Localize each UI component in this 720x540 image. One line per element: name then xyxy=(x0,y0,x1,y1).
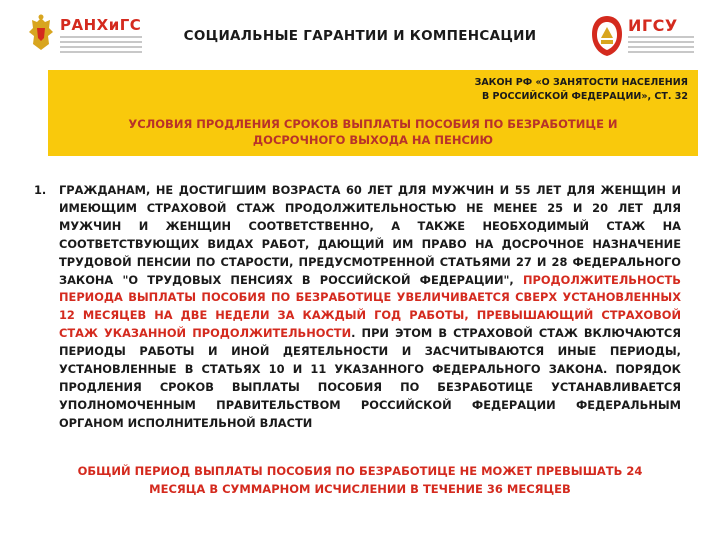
yellow-banner xyxy=(48,70,698,156)
list-item-text-part-2: . ПРИ ЭТОМ В СТРАХОВОЙ СТАЖ ВКЛЮЧАЮТСЯ ПЕРИОДЫ РАБОТЫ И ИНОЙ ДЕЯТЕЛЬНОСТИ И ЗАСЧИТЫВАЮТСЯ ИНЫЕ ПЕРИОДЫ, УСТАНОВЛЕННЫЕ В СТАТЬЯХ 10 И 11 УКАЗАННОГО ФЕДЕРАЛЬНОГО ЗАКОНА. ПОРЯДОК ПРОДЛЕНИЯ СРОКОВ ВЫПЛАТЫ ПОСОБИЯ ПО БЕЗРАБОТИЦЕ УСТАНАВЛИВАЕТСЯ УПОЛНОМОЧЕННЫМ ПРАВИТЕЛЬСТВОМ РОССИЙСКОЙ ФЕДЕРАЦИИ ФЕДЕРАЛЬНЫМ ОРГАНОМ ИСПОЛНИТЕЛЬНОЙ ВЛАСТИ xyxy=(59,326,681,430)
double-eagle-emblem-icon xyxy=(28,14,54,54)
summary-note xyxy=(30,462,690,498)
igsu-logo-subtitle-lines xyxy=(628,36,694,56)
law-reference-line-2: В РОССИЙСКОЙ ФЕДЕРАЦИИ», СТ. 32 xyxy=(481,91,688,102)
igsu-logo xyxy=(590,14,700,62)
conditions-heading-line-1: УСЛОВИЯ ПРОДЛЕНИЯ СРОКОВ ВЫПЛАТЫ ПОСОБИЯ ПО БЕЗРАБОТИЦЕ И xyxy=(128,117,618,131)
ranepa-logo-subtitle-lines xyxy=(60,36,142,56)
list-item-highlight: ПРОДОЛЖИТЕЛЬНОСТЬ ПЕРИОДА ВЫПЛАТЫ ПОСОБИЯ ПО БЕЗРАБОТИЦЕ УВЕЛИЧИВАЕТСЯ СВЕРХ УСТАНОВЛЕННЫХ 12 МЕСЯЦЕВ НА ДВЕ НЕДЕЛИ ЗА КАЖДЫЙ ГОД РАБОТЫ, ПРЕВЫШАЮЩИЙ СТРАХОВОЙ СТАЖ УКАЗАННОЙ ПРОДОЛЖИТЕЛЬНОСТИ xyxy=(59,272,681,341)
law-reference xyxy=(428,76,688,104)
conditions-heading-line-2: ДОСРОЧНОГО ВЫХОДА НА ПЕНСИЮ xyxy=(252,133,494,147)
summary-note-line-1: ОБЩИЙ ПЕРИОД ВЫПЛАТЫ ПОСОБИЯ ПО БЕЗРАБОТИЦЕ НЕ МОЖЕТ ПРЕВЫШАТЬ 24 xyxy=(77,464,643,478)
list-item-number: 1. xyxy=(34,183,47,197)
igsu-emblem-icon xyxy=(590,14,624,58)
summary-note-line-2: МЕСЯЦА В СУММАРНОМ ИСЧИСЛЕНИИ В ТЕЧЕНИЕ 36 МЕСЯЦЕВ xyxy=(149,482,571,496)
ranepa-logo xyxy=(28,14,148,58)
list-item-text xyxy=(59,182,681,433)
ranepa-logo-text: РАНХиГС xyxy=(60,16,142,34)
header xyxy=(0,0,720,70)
page-title: СОЦИАЛЬНЫЕ ГАРАНТИИ И КОМПЕНСАЦИИ xyxy=(183,28,537,44)
conditions-heading xyxy=(78,116,668,148)
law-reference-line-1: ЗАКОН РФ «О ЗАНЯТОСТИ НАСЕЛЕНИЯ xyxy=(474,77,688,88)
list-item-text-part-1: ГРАЖДАНАМ, НЕ ДОСТИГШИМ ВОЗРАСТА 60 ЛЕТ ДЛЯ МУЖЧИН И 55 ЛЕТ ДЛЯ ЖЕНЩИН И ИМЕЮЩИМ СТРАХОВОЙ СТАЖ ПРОДОЛЖИТЕЛЬНОСТЬЮ НЕ МЕНЕЕ 25 И 20 ЛЕТ ДЛЯ МУЖЧИН И ЖЕНЩИН СООТВЕТСТВЕННО, А ТАКЖЕ НЕОБХОДИМЫЙ СТАЖ НА СООТВЕТСТВУЮЩИХ ВИДАХ РАБОТ, ДАЮЩИЙ ИМ ПРАВО НА ДОСРОЧНОЕ НАЗНАЧЕНИЕ ТРУДОВОЙ ПЕНСИИ ПО СТАРОСТИ, ПРЕДУСМОТРЕННОЙ СТАТЬЯМИ 27 И 28 ФЕДЕРАЛЬНОГО ЗАКОНА "О ТРУДОВЫХ ПЕНСИЯХ В РОССИЙСКОЙ ФЕДЕРАЦИИ", xyxy=(59,183,681,287)
igsu-logo-text: ИГСУ xyxy=(628,16,678,35)
